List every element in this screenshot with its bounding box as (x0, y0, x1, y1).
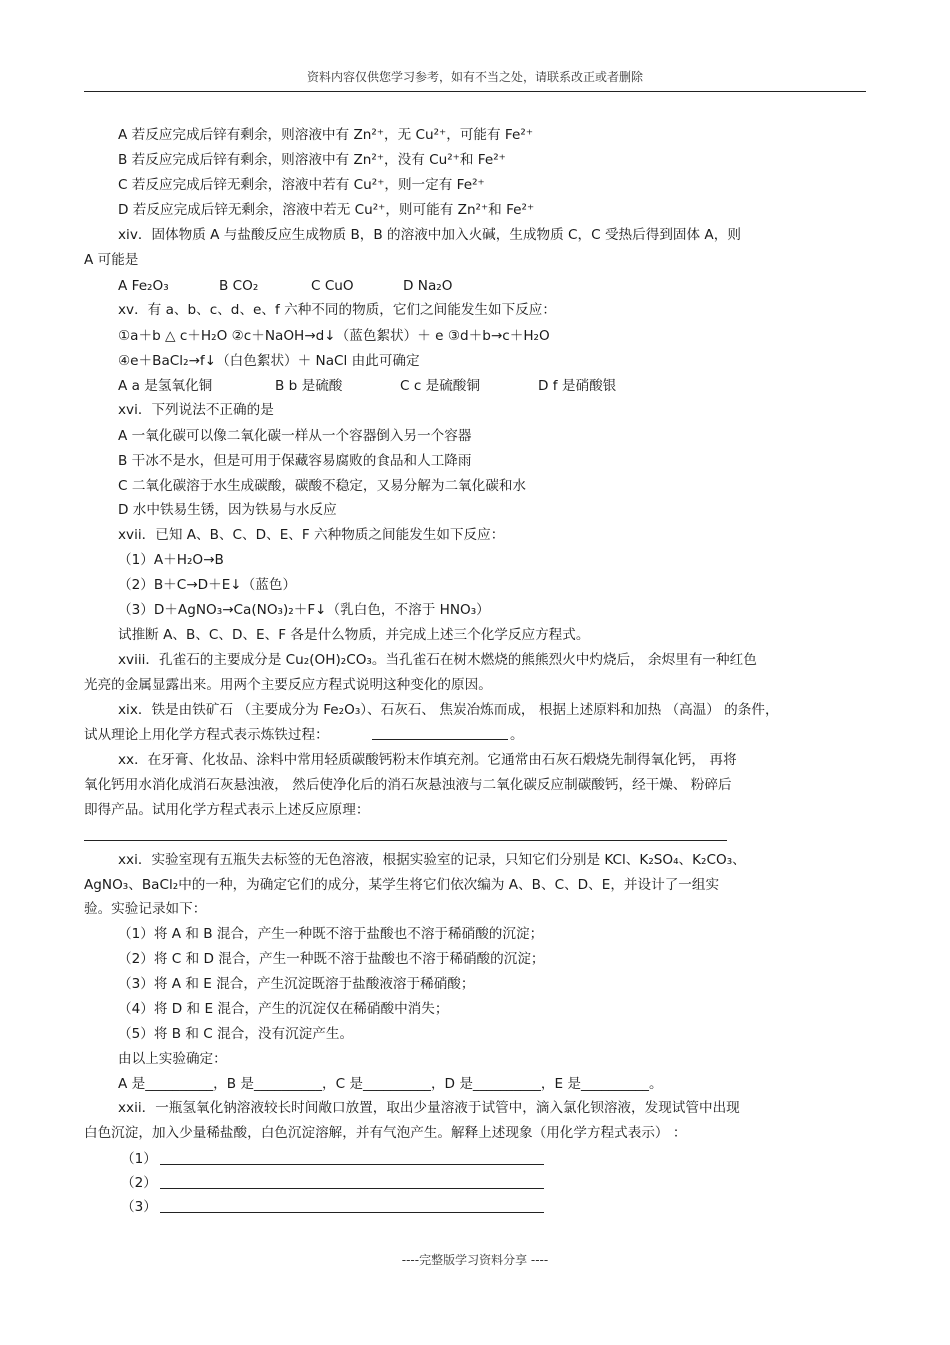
q13-option-c: C 若反应完成后锌无剩余，溶液中若有 Cu²⁺，则一定有 Fe²⁺ (118, 177, 485, 193)
q19-stem: xix．铁是由铁矿石 （主要成分为 Fe₂O₃）、石灰石、 焦炭冶炼而成， 根据上述原料和加热 （高温） 的条件， (118, 702, 779, 718)
q14-option-a: A Fe₂O₃ (118, 278, 169, 294)
q21-stem-cont-2: 验。实验记录如下： (84, 901, 207, 917)
page-header: 资料内容仅供您学习参考，如有不当之处，请联系改正或者删除 (306, 70, 643, 84)
q21-answer-blanks: A 是__________，B 是__________，C 是__________，D 是__________，E 是__________。 (118, 1076, 663, 1092)
q13-option-d: D 若反应完成后锌无剩余，溶液中若无 Cu²⁺，则可能有 Zn²⁺和 Fe²⁺ (118, 202, 535, 218)
q21-stem-cont-1: AgNO₃、BaCl₂中的一种，为确定它们的成分，某学生将它们依次编为 A、B、C、D、E，并设计了一组实 (84, 877, 720, 893)
q15-option-a: A a 是氢氧化铜 (118, 378, 213, 394)
q22-stem: xxii．一瓶氢氧化钠溶液较长时间敞口放置，取出少量溶液于试管中，滴入氯化钡溶液，发现试管中出现 (118, 1100, 740, 1116)
q16-stem: xvi．下列说法不正确的是 (118, 402, 274, 418)
q21-record-4: （4）将 D 和 E 混合，产生的沉淀仅在稀硝酸中消失； (118, 1001, 449, 1017)
q21-record-1: （1）将 A 和 B 混合，产生一种既不溶于盐酸也不溶于稀硝酸的沉淀； (118, 926, 544, 942)
q21-stem: xxi．实验室现有五瓶失去标签的无色溶液，根据实验室的记录，只知它们分别是 KCl、K₂SO₄、K₂CO₃、 (118, 852, 746, 868)
header-divider (84, 91, 866, 92)
q15-stem: xv．有 a、b、c、d、e、f 六种不同的物质，它们之间能发生如下反应： (118, 302, 556, 318)
q17-stem: xvii．已知 A、B、C、D、E、F 六种物质之间能发生如下反应： (118, 527, 505, 543)
q15-reactions-1: ①a＋b △ c＋H₂O ②c＋NaOH→d↓（蓝色絮状）＋ e ③d＋b→c＋H₂O (118, 328, 550, 344)
q22-answer-label-2: （2） (121, 1175, 157, 1191)
q22-stem-cont: 白色沉淀，加入少量稀盐酸，白色沉淀溶解，并有气泡产生。解释上述现象（用化学方程式表示） ： (84, 1125, 687, 1141)
q17-reaction-1: （1）A＋H₂O→B (118, 552, 224, 568)
q19-answer-blank (372, 739, 508, 740)
q20-stem-cont-2: 即得产品。试用化学方程式表示上述反应原理： (84, 802, 370, 818)
q16-option-d: D 水中铁易生锈，因为铁易与水反应 (118, 502, 337, 518)
q21-conclusion-label: 由以上实验确定： (118, 1051, 227, 1067)
q15-option-b: B b 是硫酸 (275, 378, 343, 394)
q16-option-c: C 二氧化碳溶于水生成碳酸，碳酸不稳定，又易分解为二氧化碳和水 (118, 478, 527, 494)
q22-answer-line-2 (160, 1188, 544, 1189)
q22-answer-line-3 (160, 1212, 544, 1213)
q16-option-b: B 干冰不是水，但是可用于保藏容易腐败的食品和人工降雨 (118, 453, 472, 469)
q19-period: 。 (510, 727, 524, 743)
q16-option-a: A 一氧化碳可以像二氧化碳一样从一个容器倒入另一个容器 (118, 428, 472, 444)
q14-stem-cont: A 可能是 (84, 252, 139, 268)
q18-stem: xviii．孔雀石的主要成分是 Cu₂(OH)₂CO₃。当孔雀石在树木燃烧的熊熊烈火中灼烧后， 余烬里有一种红色 (118, 652, 757, 668)
q15-option-c: C c 是硫酸铜 (400, 378, 480, 394)
q14-option-b: B CO₂ (219, 278, 259, 294)
q13-option-b: B 若反应完成后锌有剩余，则溶液中有 Zn²⁺，没有 Cu²⁺和 Fe²⁺ (118, 152, 506, 168)
q20-stem: xx．在牙膏、化妆品、涂料中常用轻质碳酸钙粉末作填充剂。它通常由石灰石煅烧先制得氧化钙， 再将 (118, 752, 737, 768)
q15-option-d: D f 是硝酸银 (538, 378, 617, 394)
q17-task: 试推断 A、B、C、D、E、F 各是什么物质，并完成上述三个化学反应方程式。 (118, 627, 590, 643)
q14-option-d: D Na₂O (403, 278, 453, 294)
q20-stem-cont-1: 氧化钙用水消化成消石灰悬浊液， 然后使净化后的消石灰悬浊液与二氧化碳反应制碳酸钙，经干燥、 粉碎后 (84, 777, 732, 793)
q22-answer-label-3: （3） (121, 1199, 157, 1215)
q17-reaction-2: （2）B＋C→D＋E↓（蓝色） (118, 577, 297, 593)
page-footer: ----完整版学习资料分享 ---- (401, 1253, 549, 1267)
q18-stem-cont: 光亮的金属显露出来。用两个主要反应方程式说明这种变化的原因。 (84, 677, 492, 693)
q14-stem: xiv．固体物质 A 与盐酸反应生成物质 B，B 的溶液中加入火碱，生成物质 C，C 受热后得到固体 A，则 (118, 227, 741, 243)
q17-reaction-3: （3）D＋AgNO₃→Ca(NO₃)₂＋F↓（乳白色，不溶于 HNO₃） (118, 602, 490, 618)
q15-reactions-2: ④e＋BaCl₂→f↓（白色絮状）＋ NaCl 由此可确定 (118, 353, 420, 369)
q20-answer-line (84, 840, 727, 841)
q21-record-2: （2）将 C 和 D 混合，产生一种既不溶于盐酸也不溶于稀硝酸的沉淀； (118, 951, 545, 967)
q19-stem-cont: 试从理论上用化学方程式表示炼铁过程： (84, 727, 329, 743)
q21-record-5: （5）将 B 和 C 混合，没有沉淀产生。 (118, 1026, 354, 1042)
q21-record-3: （3）将 A 和 E 混合，产生沉淀既溶于盐酸液溶于稀硝酸； (118, 976, 475, 992)
q22-answer-line-1 (160, 1164, 544, 1165)
q14-option-c: C CuO (311, 278, 354, 294)
q13-option-a: A 若反应完成后锌有剩余，则溶液中有 Zn²⁺，无 Cu²⁺，可能有 Fe²⁺ (118, 127, 533, 143)
q22-answer-label-1: （1） (121, 1151, 157, 1167)
